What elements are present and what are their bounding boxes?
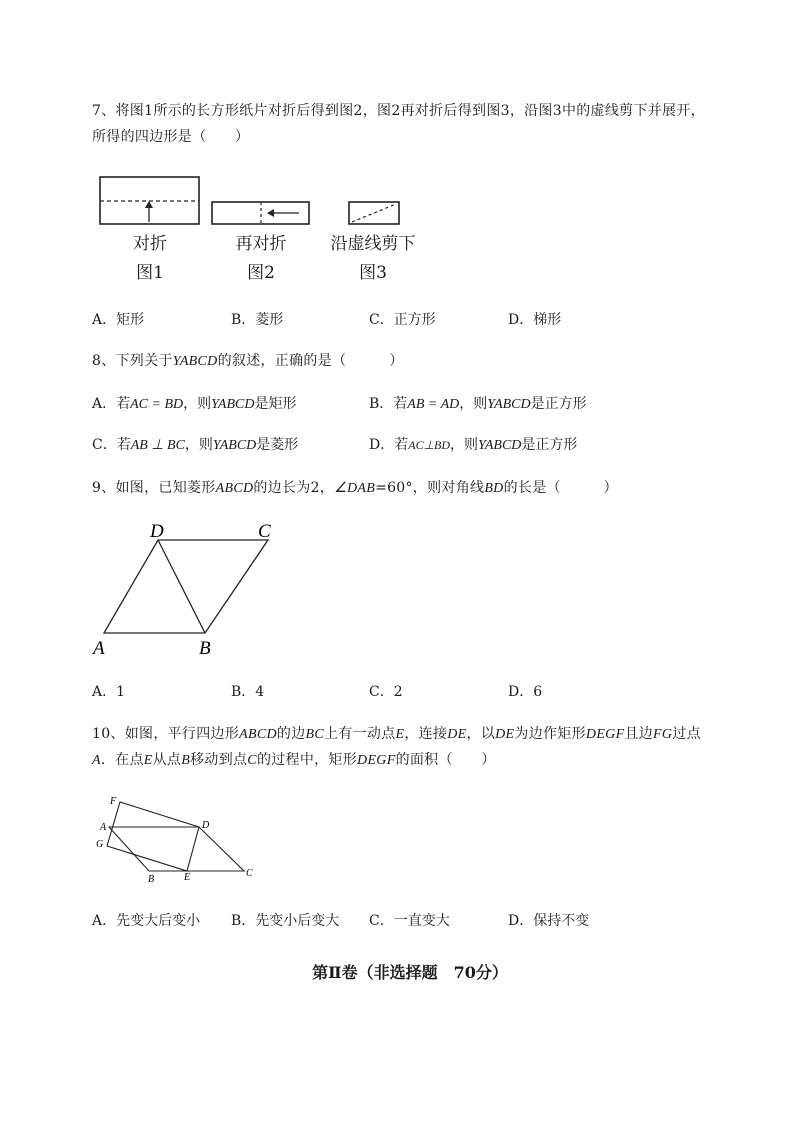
fig2-label: 图2: [247, 263, 275, 283]
q10-stem-line1: 10、如图，平行四边形ABCD的边BC上有一动点E，连接DE，以DE为边作矩形DEGF且边FG过点: [92, 726, 701, 742]
point-label-f: F: [110, 796, 117, 807]
fig1-action: 对折: [133, 234, 167, 254]
parallelogram-symbol: YABCD: [172, 354, 218, 369]
point-label-b: B: [148, 874, 155, 885]
fig1-label: 图1: [136, 263, 164, 283]
point-label-a: A: [93, 638, 105, 659]
q8-option-c: C．若AB ⊥ BC，则YABCD是菱形: [92, 437, 299, 453]
q10-option-a: A．先变大后变小: [92, 913, 201, 929]
point-label-d: D: [202, 820, 210, 831]
q10-option-c: C．一直变大: [369, 913, 450, 929]
q10-option-b: B．先变小后变大: [231, 913, 340, 929]
q9-option-b: B．4: [231, 684, 265, 700]
q7-stem-line2: 所得的四边形是（ ）: [92, 129, 250, 145]
rectangle-degf: [107, 802, 199, 871]
q9-option-a: A．1: [92, 684, 126, 700]
q9-option-d: D．6: [508, 684, 543, 700]
q7-option-b: B．菱形: [231, 312, 284, 328]
section-title: 第Ⅱ卷（非选择题 70分）: [312, 963, 508, 982]
q7-figures-diagram: [90, 170, 430, 230]
parallelogram-abcd: [109, 827, 244, 871]
q10-option-d: D．保持不变: [508, 913, 590, 929]
q7-option-d: D．梯形: [508, 312, 562, 328]
point-label-c: C: [258, 521, 271, 542]
q8-option-b: B．若AB = AD，则YABCD是正方形: [369, 396, 587, 412]
fig2-action: 再对折: [235, 234, 287, 254]
q10-stem-line2: A．在点E从点B移动到点C的过程中，矩形DEGF的面积（ ）: [92, 752, 496, 768]
point-label-g: G: [96, 839, 104, 850]
q10-parallelogram-diagram: [90, 792, 265, 887]
point-label-e: E: [184, 872, 191, 883]
fig3-label: 图3: [359, 263, 387, 283]
q7-option-c: C．正方形: [369, 312, 436, 328]
q9-rhombus-diagram: [90, 518, 290, 660]
q8-stem: 8、下列关于YABCD的叙述，正确的是（ ）: [92, 353, 404, 369]
q8-option-d: D．若AC⊥BD，则YABCD是正方形: [369, 437, 578, 453]
q9-option-c: C．2: [369, 684, 403, 700]
point-label-a: A: [100, 822, 107, 833]
fig3-action: 沿虚线剪下: [330, 234, 416, 254]
rhombus-abcd: [104, 540, 268, 633]
diagonal-bd: [158, 540, 205, 633]
q7-option-a: A．矩形: [92, 312, 145, 328]
point-label-d: D: [150, 521, 164, 542]
q8-option-a: A．若AC = BD，则YABCD是矩形: [92, 396, 297, 412]
point-label-b: B: [199, 638, 211, 659]
q7-stem-line1: 7、将图1所示的长方形纸片对折后得到图2，图2再对折后得到图3，沿图3中的虚线剪下并展开，: [92, 103, 705, 119]
point-label-c: C: [246, 868, 253, 879]
fig3-cut-line: [352, 204, 396, 222]
q9-stem: 9、如图，已知菱形ABCD的边长为2，∠DAB=60°，则对角线BD的长是（ ）: [92, 480, 618, 496]
